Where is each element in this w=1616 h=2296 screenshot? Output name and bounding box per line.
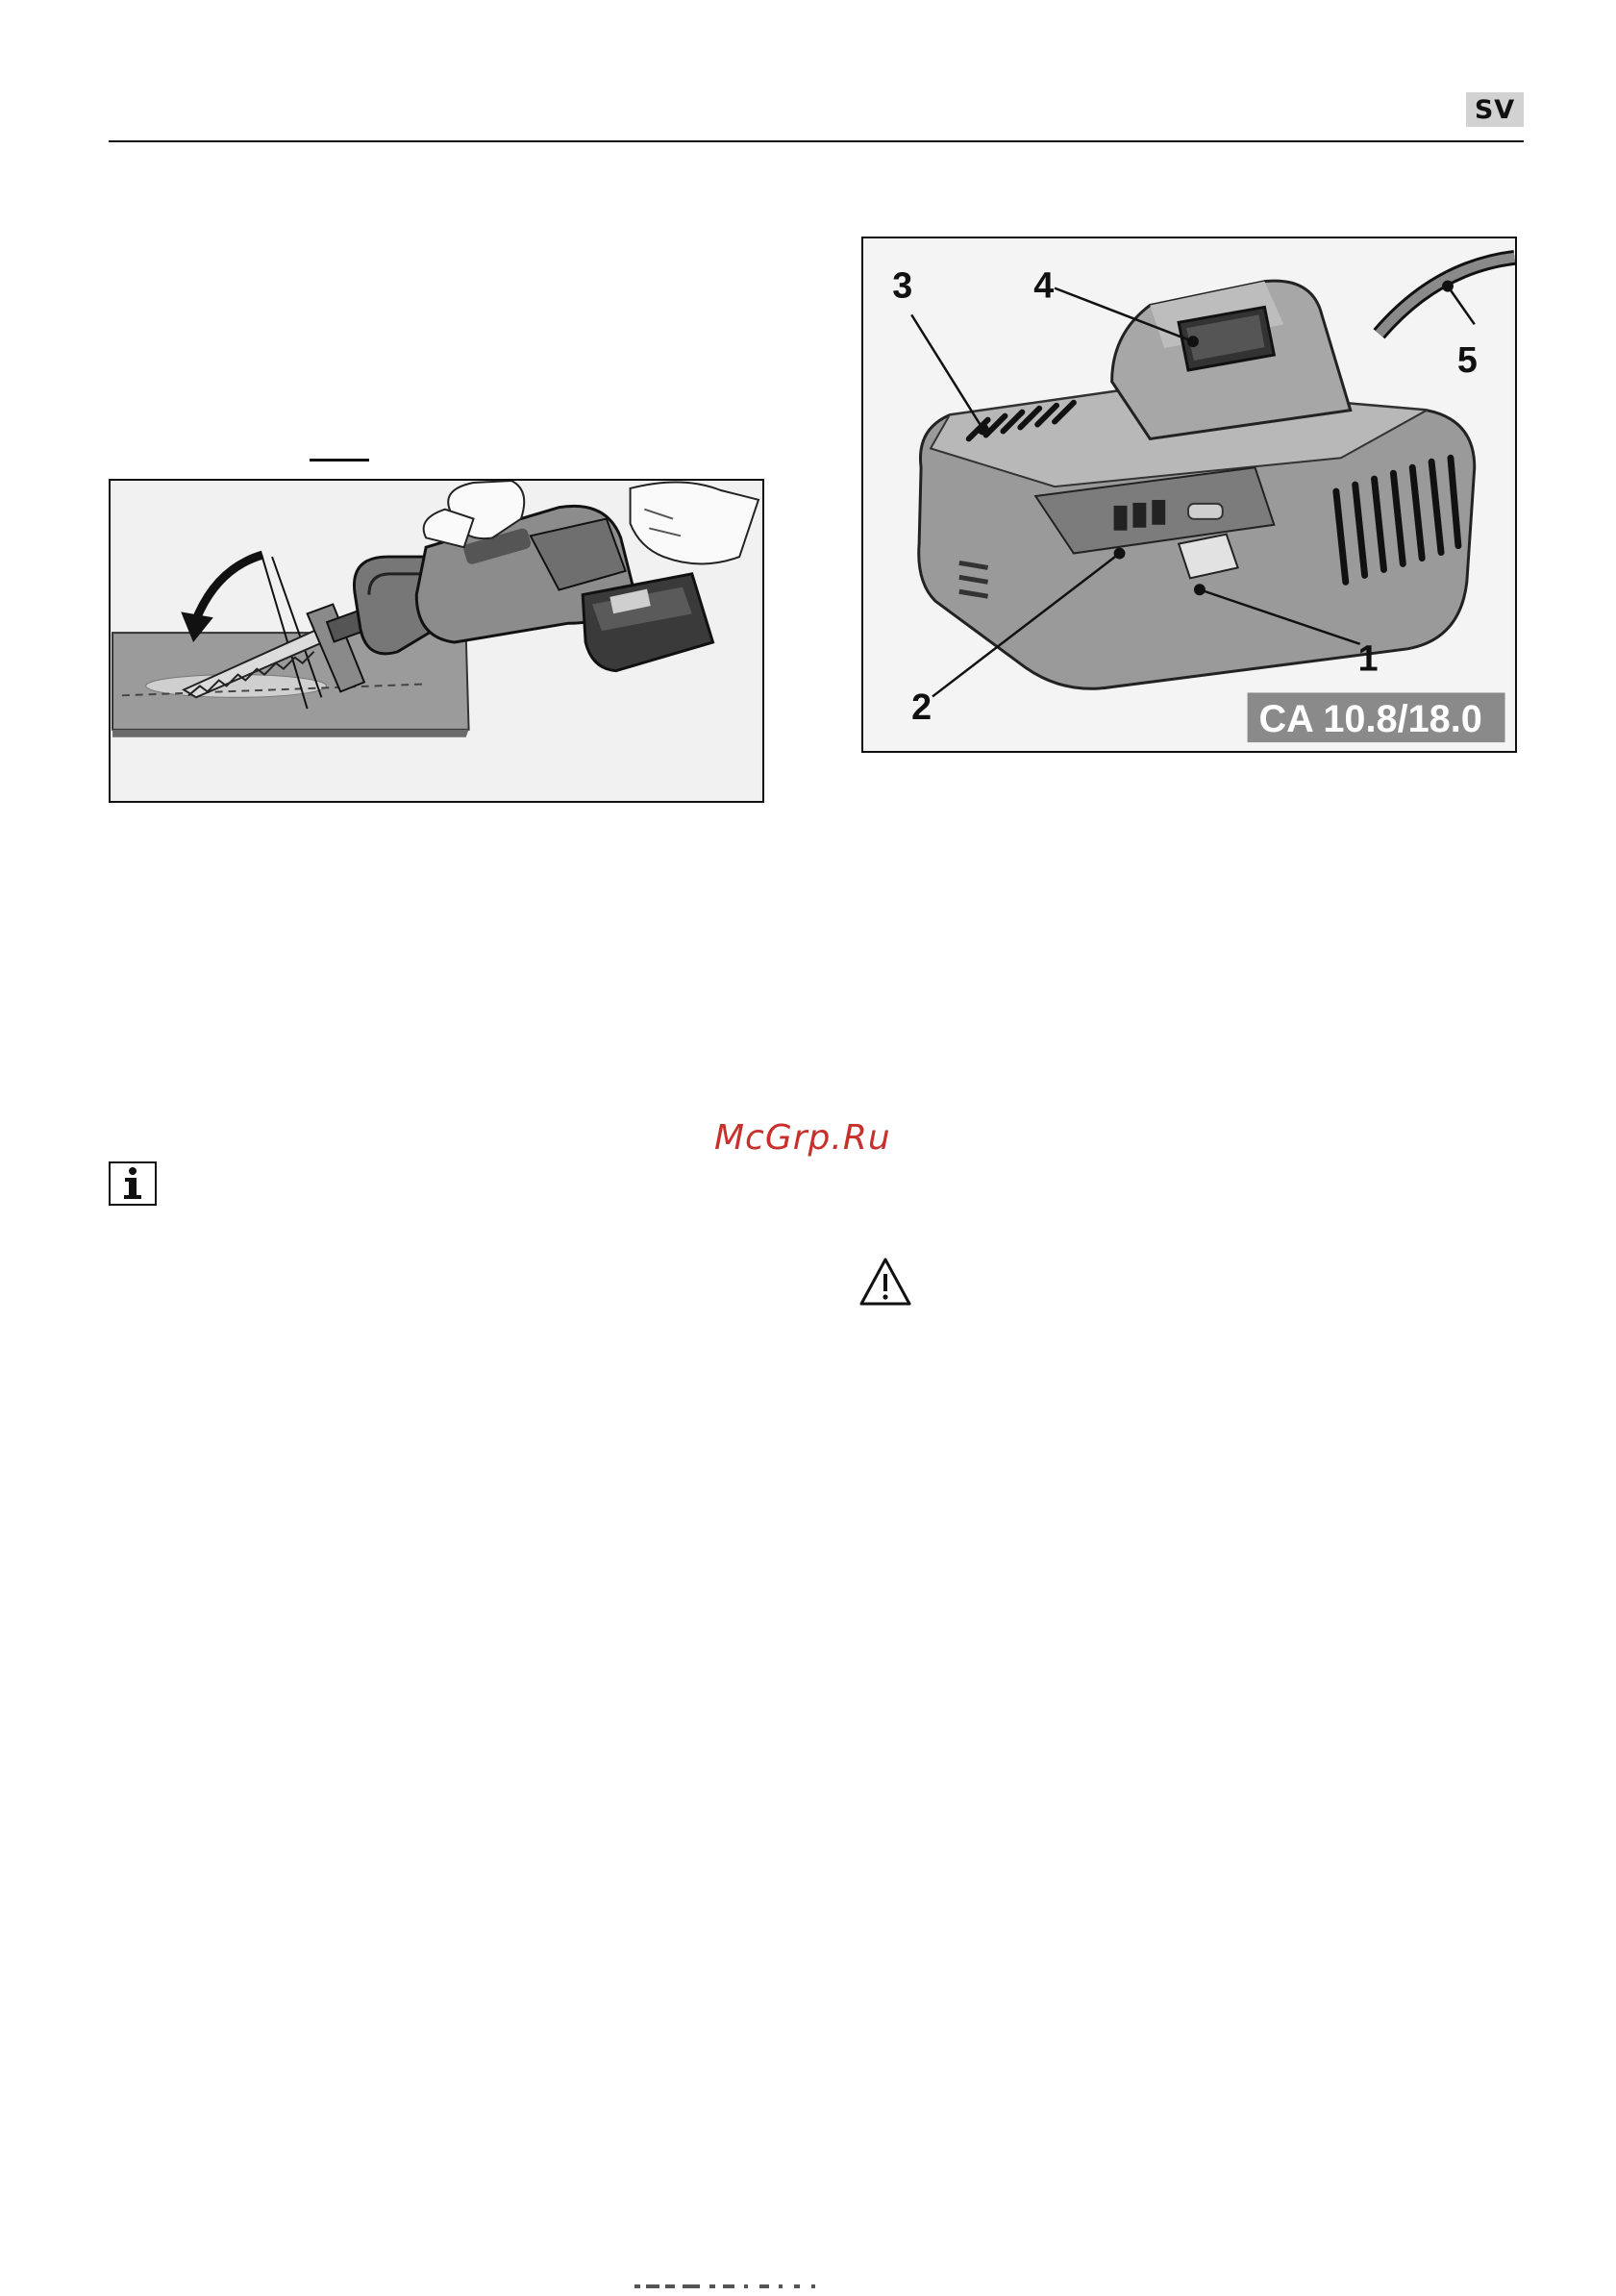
watermark: McGrp.Ru	[714, 1118, 891, 1158]
callout-3: 3	[892, 264, 913, 306]
info-icon	[109, 1161, 157, 1206]
header-divider	[109, 140, 1524, 142]
language-badge: SV	[1466, 92, 1524, 127]
saw-illustration-drawing	[111, 481, 762, 801]
callout-4: 4	[1033, 264, 1055, 306]
warning-icon	[858, 1257, 912, 1307]
saw-illustration	[109, 479, 764, 803]
text-underline-mark	[310, 459, 369, 462]
charger-illustration	[861, 237, 1517, 753]
callout-1: 1	[1357, 637, 1379, 679]
footer-marks	[625, 2279, 875, 2289]
model-label: CA 10.8/18.0	[1258, 698, 1482, 741]
callout-5: 5	[1456, 338, 1478, 380]
charger-illustration-drawing	[863, 238, 1515, 751]
callout-2: 2	[911, 686, 932, 728]
